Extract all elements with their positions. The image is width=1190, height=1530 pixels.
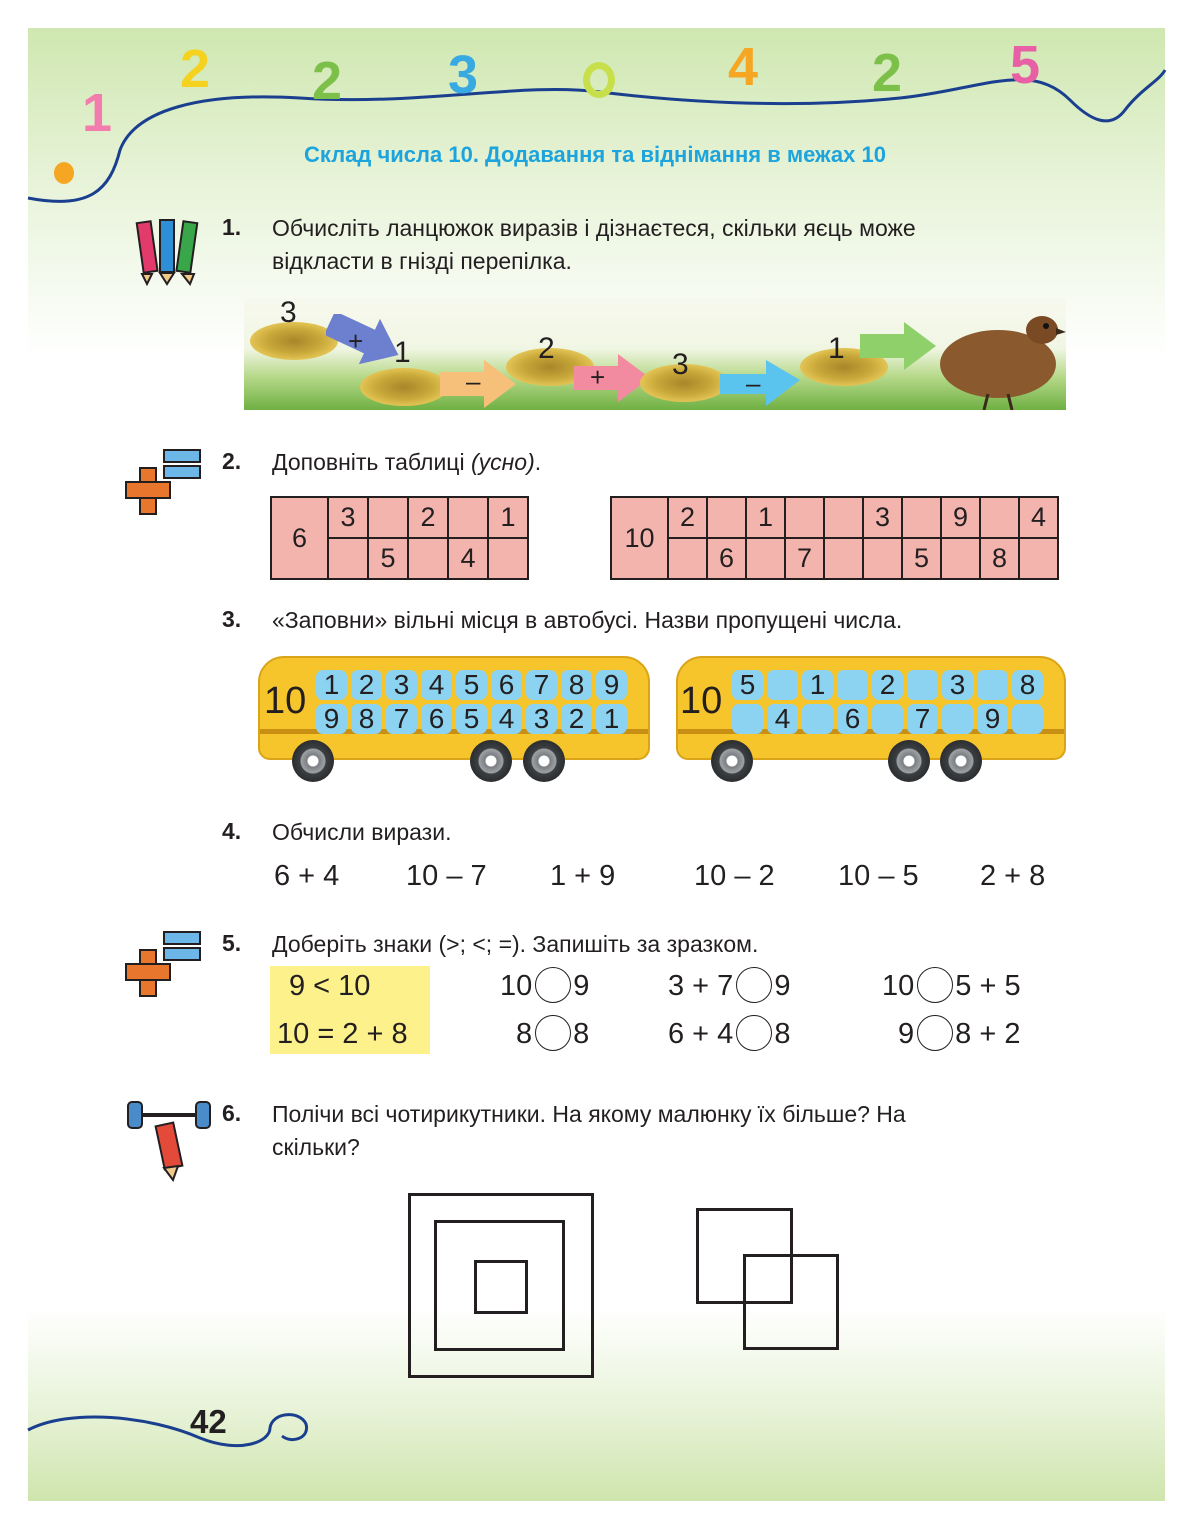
comparison-right: 9: [774, 970, 791, 1002]
bus-seat: 6: [491, 670, 522, 700]
arrow-icon: [720, 360, 804, 408]
bus-seat[interactable]: [1012, 704, 1043, 734]
bus-seat[interactable]: 3: [942, 670, 973, 700]
comparison-right: 5 + 5: [955, 970, 1021, 1002]
comparison-item: [882, 970, 1021, 1003]
comparison-left: 9: [898, 1018, 915, 1050]
number-mascot-2-second: 2: [872, 43, 903, 103]
comparison-right: 8: [774, 1018, 791, 1050]
table-head-cell: 6: [271, 497, 328, 579]
comparison-circle[interactable]: [917, 1015, 953, 1051]
bus-wheel: [523, 740, 565, 782]
bus-seat: 6: [421, 704, 452, 734]
expression: 10 – 2: [694, 860, 775, 892]
table-cell[interactable]: [824, 538, 863, 579]
pencil-weightlifter-icon: [126, 1092, 216, 1182]
comparison-right: 9: [573, 970, 590, 1002]
bus-seat: 1: [316, 670, 347, 700]
nest: [360, 368, 448, 406]
bus-wheel: [292, 740, 334, 782]
table-cell[interactable]: 4: [448, 538, 488, 579]
task-6-number: 6.: [222, 1100, 242, 1126]
nest-number: 3: [672, 348, 689, 381]
table-cell[interactable]: 7: [785, 538, 824, 579]
table-cell[interactable]: [668, 538, 707, 579]
operation-sign: –: [466, 366, 481, 396]
nest-number: 3: [280, 298, 297, 329]
number-mascot-2: 2: [180, 39, 211, 99]
number-mascot-3: 3: [448, 45, 479, 105]
bus-seat[interactable]: 9: [977, 704, 1008, 734]
task-1-number: 1.: [222, 214, 242, 240]
bus-seat[interactable]: 4: [767, 704, 798, 734]
math-signs-mascot-icon: [120, 444, 210, 518]
table-cell[interactable]: [980, 497, 1019, 538]
table-cell[interactable]: [746, 538, 785, 579]
task-5-number: 5.: [222, 930, 242, 956]
comparison-circle[interactable]: [736, 1015, 772, 1051]
bus-number: 10: [680, 680, 723, 722]
page-number: 42: [190, 1403, 227, 1440]
bus-seat: 1: [596, 704, 627, 734]
number-mascot-4: 4: [728, 37, 759, 97]
table-cell[interactable]: 6: [707, 538, 746, 579]
bus-seat[interactable]: 8: [1012, 670, 1043, 700]
table-cell[interactable]: 1: [746, 497, 785, 538]
table-cell[interactable]: [707, 497, 746, 538]
table-cell[interactable]: [448, 497, 488, 538]
task-3-number: 3.: [222, 606, 242, 632]
table-cell[interactable]: 5: [368, 538, 408, 579]
bus-seat: 8: [561, 670, 592, 700]
task-6-text-line-1: Полічи всі чотирикутники. На якому малюнку їх більше? На: [272, 1101, 906, 1127]
task-4-number: 4.: [222, 818, 242, 844]
table-cell[interactable]: 2: [408, 497, 448, 538]
bus-seat: 2: [561, 704, 592, 734]
bus-wheel: [470, 740, 512, 782]
task-4-text: Обчисли вирази.: [272, 819, 452, 845]
comparison-item: [898, 1018, 1020, 1051]
arrow-icon: [860, 322, 940, 370]
expression: 10 – 5: [838, 860, 919, 892]
comparison-right: 8: [573, 1018, 590, 1050]
number-mascot-1: 1: [82, 83, 113, 143]
page-title: Склад числа 10. Додавання та віднімання в межах 10: [304, 142, 886, 167]
table-cell[interactable]: 3: [863, 497, 902, 538]
task-2-number: 2.: [222, 448, 242, 474]
table-cell[interactable]: [1019, 538, 1058, 579]
table-cell[interactable]: [902, 497, 941, 538]
bus-seat[interactable]: [977, 670, 1008, 700]
example-1: 9 < 10: [289, 970, 371, 1002]
bus-seat[interactable]: 5: [732, 670, 763, 700]
comparison-circle[interactable]: [917, 967, 953, 1003]
task-2-text-italic: (усно): [470, 449, 535, 475]
task-1-text-line-1: Обчисліть ланцюжок виразів і дізнаєтеся, скільки яєць може: [272, 215, 916, 241]
table-cell[interactable]: 2: [668, 497, 707, 538]
comparison-left: 10: [500, 970, 533, 1002]
footer-wave: [0, 1390, 340, 1470]
comparison-right: 8 + 2: [955, 1018, 1021, 1050]
table-cell[interactable]: 5: [902, 538, 941, 579]
nest-number: 1: [828, 332, 845, 365]
expression: 10 – 7: [406, 860, 487, 892]
bus-seat: 3: [526, 704, 557, 734]
table-cell[interactable]: 1: [488, 497, 528, 538]
table-cell[interactable]: [328, 538, 368, 579]
mascot-zero: [583, 62, 615, 98]
comparison-item: [668, 970, 790, 1003]
comparison-item: [516, 1018, 589, 1051]
comparison-item: [668, 1018, 790, 1051]
bus-seat[interactable]: [802, 704, 833, 734]
overlap-square-bottom: [743, 1254, 839, 1350]
bus-seat[interactable]: [767, 670, 798, 700]
bus-seat: 4: [421, 670, 452, 700]
bus-seat: 2: [351, 670, 382, 700]
comparison-left: 8: [516, 1018, 533, 1050]
comparison-circle[interactable]: [535, 967, 571, 1003]
comparison-circle[interactable]: [535, 1015, 571, 1051]
table-cell[interactable]: [785, 497, 824, 538]
table-cell[interactable]: [824, 497, 863, 538]
table-cell[interactable]: [863, 538, 902, 579]
comparison-item: [500, 970, 589, 1003]
bus-seat: 8: [351, 704, 382, 734]
bus-number: 10: [264, 680, 307, 722]
task-2-text: [272, 446, 541, 479]
table-cell[interactable]: [941, 538, 980, 579]
math-signs-mascot-icon: [120, 926, 210, 1000]
number-mascot-5: 5: [1010, 35, 1041, 95]
number-mascot-2-green: 2: [312, 51, 343, 111]
expression: 2 + 8: [980, 860, 1046, 892]
bus-seat[interactable]: 1: [802, 670, 833, 700]
bus-seat[interactable]: [732, 704, 763, 734]
inner-square: [474, 1260, 528, 1314]
table-head-cell: 10: [611, 497, 668, 579]
operation-sign: –: [746, 368, 761, 398]
bus-wheel: [711, 740, 753, 782]
bus-seat[interactable]: [872, 704, 903, 734]
number-composition-table-10: [610, 496, 1059, 580]
bus-seat: 7: [386, 704, 417, 734]
table-cell[interactable]: [368, 497, 408, 538]
example-2: 10 = 2 + 8: [277, 1018, 408, 1050]
bus-seat: 5: [456, 704, 487, 734]
bus-wheel: [940, 740, 982, 782]
bus-seat[interactable]: [942, 704, 973, 734]
bus-seat: 3: [386, 670, 417, 700]
bus-seat[interactable]: 6: [837, 704, 868, 734]
task-6-text-line-2: скільки?: [272, 1134, 360, 1160]
comparison-circle[interactable]: [736, 967, 772, 1003]
bus-seat: 9: [596, 670, 627, 700]
expression: 1 + 9: [550, 860, 616, 892]
nest-chain-illustration: [244, 298, 1066, 410]
table-cell[interactable]: [488, 538, 528, 579]
task-3-text: «Заповни» вільні місця в автобусі. Назви пропущені числа.: [272, 607, 903, 633]
bus-wheel: [888, 740, 930, 782]
comparison-left: 3 + 7: [668, 970, 734, 1002]
bus-seat[interactable]: [907, 670, 938, 700]
bus-seat[interactable]: [837, 670, 868, 700]
bus-seat: 5: [456, 670, 487, 700]
bus-seat: 7: [526, 670, 557, 700]
task-2-text-end: .: [534, 449, 542, 475]
number-composition-table-6: [270, 496, 529, 580]
operation-sign: +: [348, 326, 364, 356]
bus-seat: 9: [316, 704, 347, 734]
comparison-left: 6 + 4: [668, 1018, 734, 1050]
table-cell[interactable]: 4: [1019, 497, 1058, 538]
task-2-text-main: Доповніть таблиці: [272, 449, 465, 475]
operation-sign: +: [590, 362, 606, 392]
task-1-text-line-2: відкласти в гнізді перепілка.: [272, 248, 572, 274]
nest-number: 1: [394, 336, 411, 369]
pencils-icon: [128, 216, 214, 286]
task-5-text: Доберіть знаки (>; <; =). Запишіть за зразком.: [272, 931, 759, 957]
quail-bird-icon: [930, 298, 1066, 410]
table-cell[interactable]: 9: [941, 497, 980, 538]
bus-seat: 4: [491, 704, 522, 734]
bus-seat[interactable]: 2: [872, 670, 903, 700]
bus-seat[interactable]: 7: [907, 704, 938, 734]
table-cell[interactable]: [408, 538, 448, 579]
nest-number: 2: [538, 332, 555, 365]
comparison-left: 10: [882, 970, 915, 1002]
table-cell[interactable]: 8: [980, 538, 1019, 579]
expression: 6 + 4: [274, 860, 340, 892]
table-cell[interactable]: 3: [328, 497, 368, 538]
